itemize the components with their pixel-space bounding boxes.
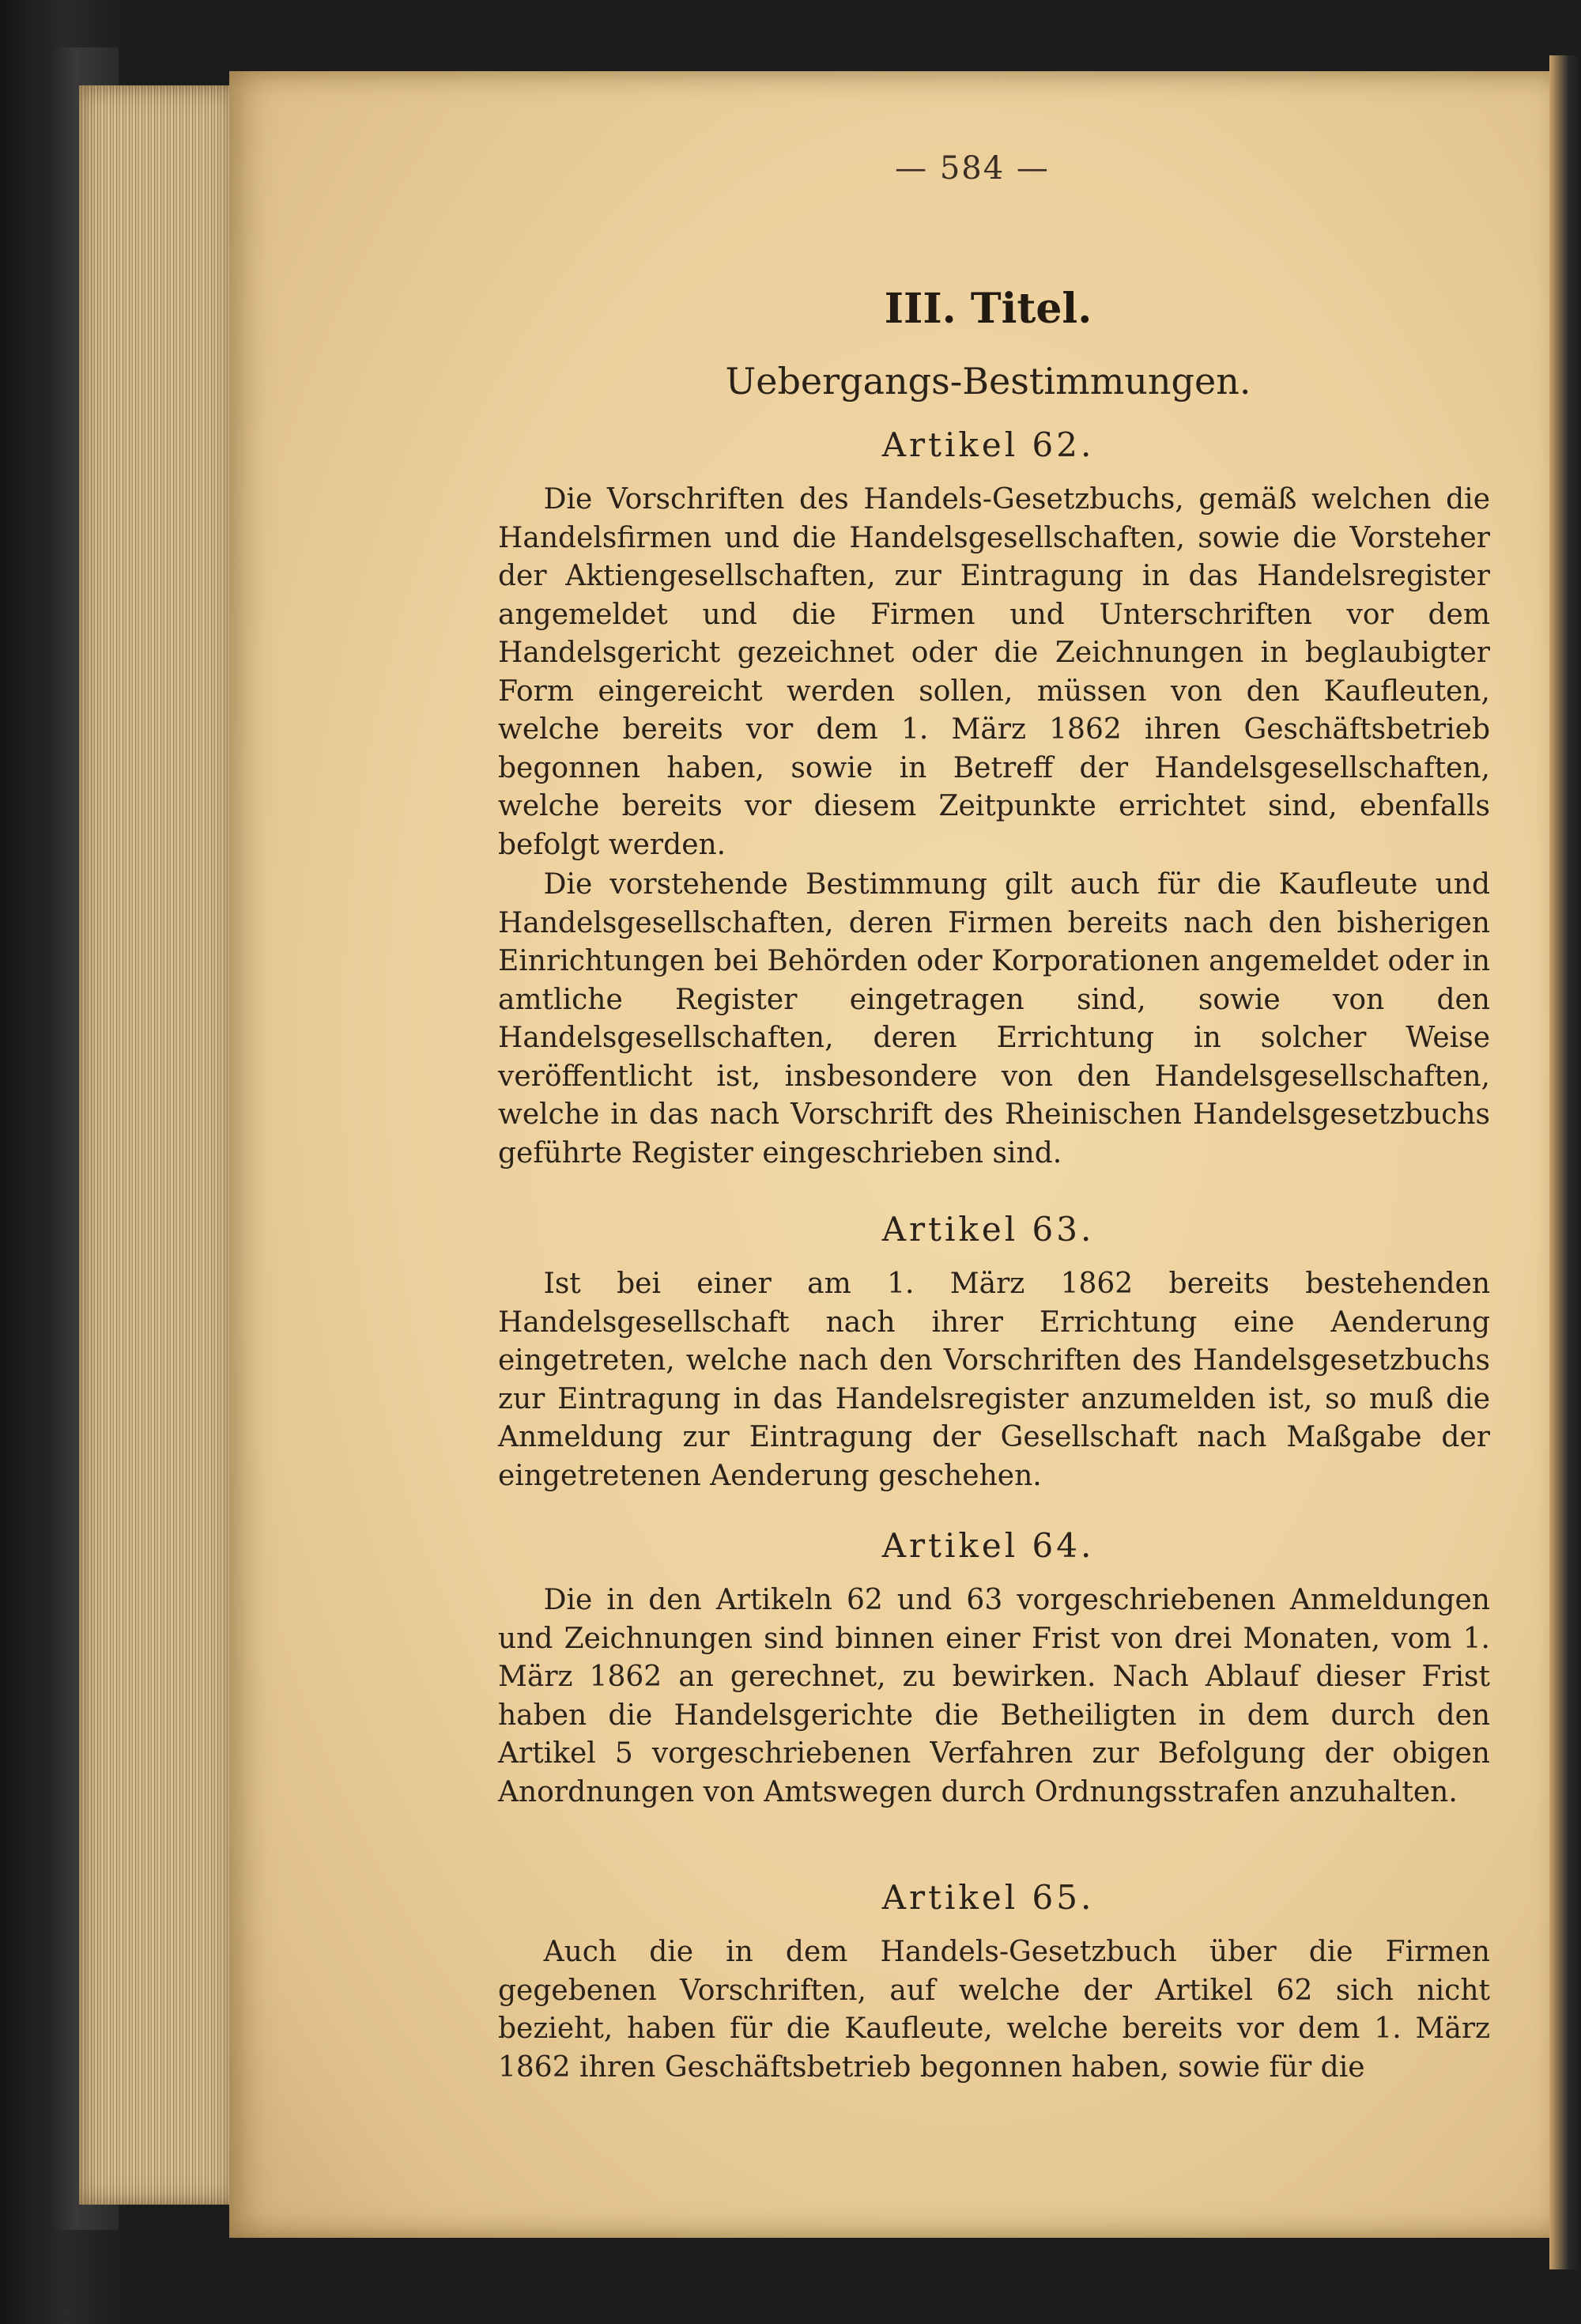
article-heading-62: Artikel 62. [881, 425, 1095, 464]
page-number: — 584 — [895, 150, 1050, 187]
article-heading-63: Artikel 63. [881, 1210, 1095, 1249]
paragraph: Ist bei einer am 1. März 1862 bereits bestehenden Handelsgesellschaft nach ihrer Errichtung eine Aenderung eingetreten, welche nach den Vorschriften des Handelsgesetzbuchs zur Eintragung in das Handelsregister anzumelden ist, so muß die Anmeldung zur Eintragung der Gesellschaft nach Maßgabe der eingetretenen Aenderung geschehen. [498, 1268, 1490, 1492]
paragraph: Die in den Artikeln 62 und 63 vorgeschriebenen Anmeldungen und Zeichnungen sind binnen einer Frist von drei Monaten, vom 1. März 1862 an gerechnet, zu bewirken. Nach Ablauf dieser Frist haben die Handelsgerichte die Betheiligten in dem durch den Artikel 5 vorgeschriebenen Verfahren zur Befolgung der obigen Anordnungen von Amtswegen durch Ordnungsstrafen anzuhalten. [498, 1584, 1490, 1808]
page-right-edge [1549, 55, 1581, 2269]
paragraph: Die vorstehende Bestimmung gilt auch für die Kaufleute und Handelsgesellschaften, deren Firmen bereits nach den bisherigen Einrichtungen bei Behörden oder Korporationen angemeldet oder in amtliche Register eingetragen sind, sowie von den Handelsgesellschaften, deren Errichtung in solcher Weise veröffentlicht ist, insbesondere von den Handelsgesellschaften, welche in das nach Vorschrift des Rheinischen Handelsgesetzbuchs geführte Register eingeschrieben sind. [498, 868, 1490, 1170]
section-title: III. Titel. [884, 285, 1092, 333]
article-heading-65: Artikel 65. [881, 1878, 1095, 1917]
article-heading-64: Artikel 64. [881, 1526, 1095, 1565]
page-stack-fore-edge [79, 85, 237, 2205]
section-subtitle: Uebergangs-Bestimmungen. [725, 360, 1251, 402]
paragraph: Die Vorschriften des Handels-Gesetzbuchs, gemäß welchen die Handelsfirmen und die Handelsgesellschaften, sowie die Vorsteher der Aktiengesellschaften, zur Eintragung in das Handelsregister angemeldet und die Firmen und Unterschriften vor dem Handelsgericht gezeichnet oder die Zeichnungen in beglaubigter Form eingereicht werden sollen, müssen von den Kaufleuten, welche bereits vor dem 1. März 1862 ihren Geschäftsbetrieb begonnen haben, sowie in Betreff der Handelsgesellschaften, welche bereits vor diesem Zeitpunkte errichtet sind, ebenfalls befolgt werden. [498, 483, 1490, 861]
paragraph: Auch die in dem Handels-Gesetzbuch über die Firmen gegebenen Vorschriften, auf welche der Artikel 62 sich nicht bezieht, haben für die Kaufleute, welche bereits vor dem 1. März 1862 ihren Geschäftsbetrieb begonnen haben, sowie für die [498, 1936, 1490, 2084]
